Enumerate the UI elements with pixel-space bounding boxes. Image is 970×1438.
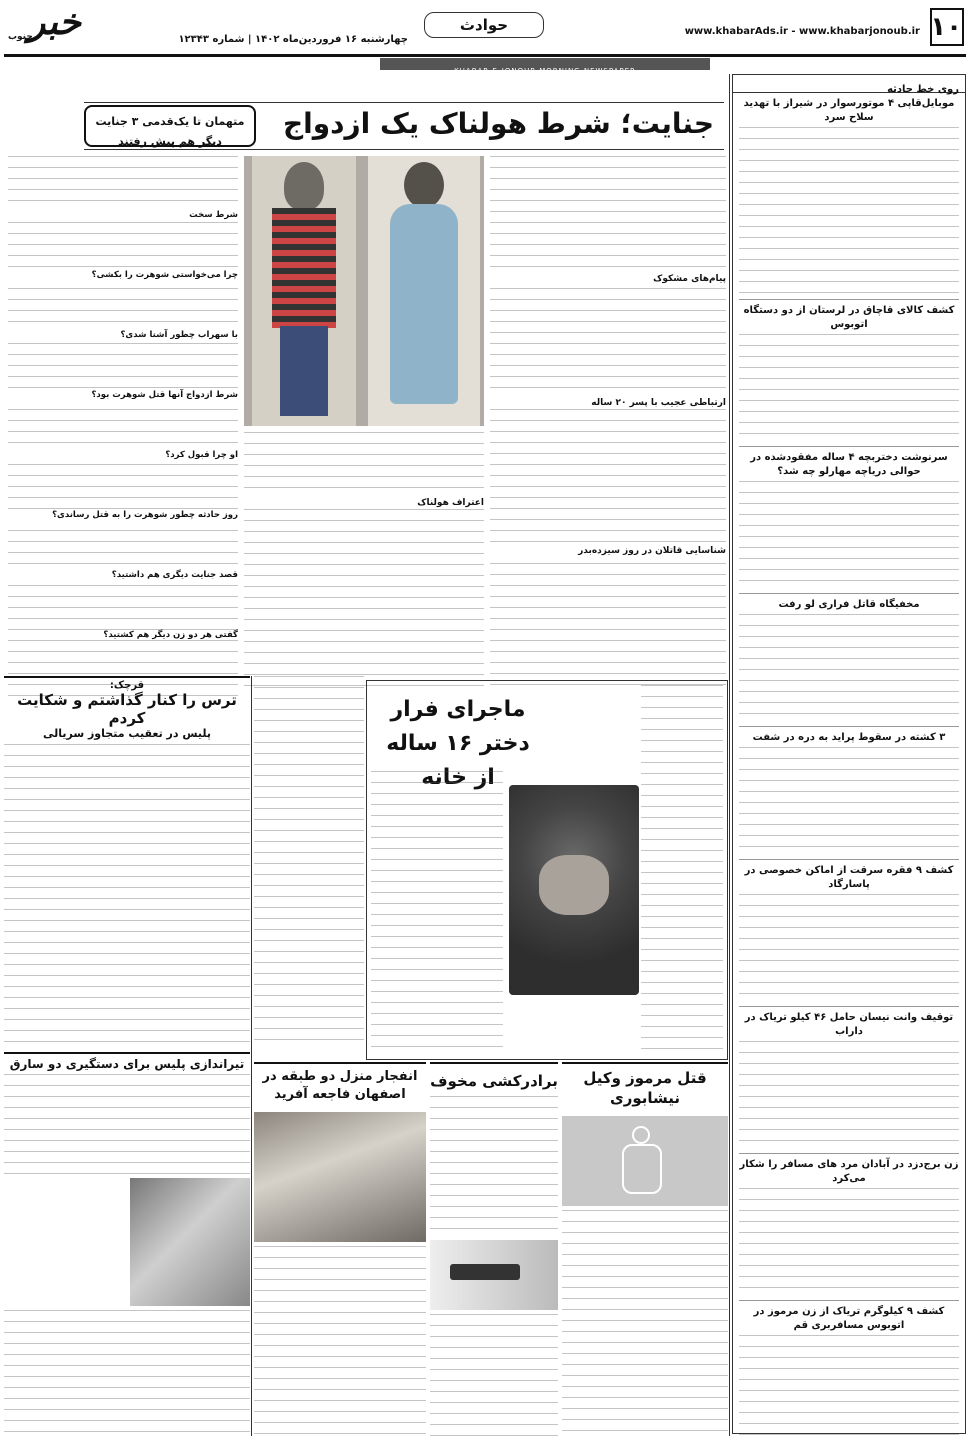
crime-scene-photo [562,1116,728,1206]
interview-question: قصد جنایت دیگری هم داشتید؟ [8,570,238,580]
sidebar-news-body [739,747,959,857]
interview-question: گفتی هر دو زن دیگر هم کشتید؟ [8,630,238,640]
brother-body [430,1096,558,1236]
main-col-1 [490,156,726,686]
subhead-killers: شناسایی قاتلان در روز سیزده‌بدر [490,546,726,556]
page-number-box [930,8,964,46]
brother-headline: برادرکشی مخوف [430,1072,558,1090]
lawyer-story [562,1062,728,1436]
tehran-body-2 [4,1310,250,1438]
tehran-headline: تیراندازی پلیس برای دستگیری دو سارق [9,1057,245,1071]
kicker-box [84,105,256,147]
tehran-body [4,1074,250,1174]
sidebar-news-title: موبایل‌قاپی ۴ موتورسوار در شیراز با تهدید سلاح سرد [743,98,955,123]
suspects-photo [244,156,484,426]
main-story [4,74,728,674]
sidebar-news-body [739,1188,959,1298]
sidebar-news-title: توقیف وانت نیسان حامل ۴۶ کیلو تریاک در داراب [744,1012,954,1037]
sidebar-news-body [739,614,959,724]
girl-story [366,680,728,1060]
handcuffs-photo [130,1178,250,1306]
gun-photo [430,1240,558,1310]
sidebar-items [733,93,965,1438]
section-name [424,12,544,38]
girl-headline: ماجرای فرار دختر ۱۶ ساله از خانه [386,697,530,790]
qarchak-sub: پلیس در تعقیب متجاوز سریالی [42,727,212,740]
subhead-confession: اعتراف هولناک [244,498,484,508]
sidebar-news-item [739,300,959,447]
qarchak-story [4,676,250,1050]
websites: www.khabarAds.ir - www.khabarjonoub.ir [684,26,920,37]
logo [4,2,94,54]
subhead-messages: پیام‌های مشکوک [490,274,726,284]
sidebar-news-title: سرنوشت دختربچه ۴ ساله مفقودشده در حوالی دریاچه مهارلو چه شد؟ [750,452,948,477]
headline-band [84,102,724,150]
logo-sub: جنوب [8,32,33,42]
lawyer-headline: قتل مرموز وکیل نیشابوری [583,1069,707,1107]
brother-story [430,1062,558,1436]
sidebar-news-item [739,727,959,860]
girl-photo [509,785,639,995]
qarchak-kicker: قرچک: [109,680,145,691]
sidebar-news-title: مخفیگاه قاتل فراری لو رفت [778,599,920,610]
section-label: حوادث [459,16,509,34]
tehran-story [4,1052,250,1434]
sidebar-news-title: زن برج‌دزد در آبادان مرد های مسافر را شکار می‌کرد [739,1159,959,1184]
main-col-2 [244,432,484,686]
logo-text: خبر [28,2,81,43]
sidebar-header [733,75,965,93]
brother-body-2 [430,1314,558,1438]
sidebar-news-body [739,1335,959,1438]
masthead [0,0,970,75]
sidebar-news-title: کشف ۹ کیلوگرم تریاک از زن مرموز در اتوبوس مسافربری قم [753,1306,945,1331]
interview-question: او چرا قبول کرد؟ [8,450,238,460]
legal-col [254,676,364,1048]
masthead-rule [4,54,966,57]
isfahan-story [254,1062,426,1436]
rule-v1 [251,676,252,1436]
qarchak-headline: ترس را کنار گذاشتم و شکایت کردم [17,691,237,727]
sidebar-header-label: روی خط حادثه [887,84,959,95]
suspect-woman-photo [368,156,480,426]
sidebar-news-body [739,334,959,444]
date-issue: چهارشنبه ۱۶ فروردین‌ماه ۱۴۰۲ | شماره ۱۲۳۴۳ [178,34,408,45]
suspect-man-photo [252,156,356,426]
sidebar-news-body [739,894,959,1004]
interview-question: چرا می‌خواستی شوهرت را بکشی؟ [8,270,238,280]
sidebar [732,74,966,1434]
sidebar-news-body [739,1041,959,1151]
qarchak-body [4,744,250,1044]
sidebar-news-item [739,860,959,1007]
sidebar-news-item [739,93,959,300]
main-col-3 [8,156,238,696]
interview-question: شرط ازدواج آنها قتل شوهرت بود؟ [8,390,238,400]
sidebar-news-title: کشف ۹ فقره سرقت از اماکن خصوصی در پاسارگاد [744,865,954,890]
sidebar-news-item [739,1301,959,1438]
sidebar-news-item [739,1007,959,1154]
interview-question: با سهراب چطور آشنا شدی؟ [8,330,238,340]
rule-v2 [729,74,730,1436]
subhead-connection: ارتباطی عجیب با پسر ۲۰ ساله [490,398,726,408]
isfahan-body [254,1246,426,1436]
sidebar-news-title: کشف کالای قاچاق در لرستان از دو دستگاه اتوبوس [743,305,955,330]
interview-question: روز حادثه چطور شوهرت را به قتل رساندی؟ [8,510,238,520]
girl-body-right [641,685,723,1055]
explosion-photo [254,1112,426,1242]
lawyer-body [562,1210,728,1438]
kicker: متهمان تا یک‌قدمی ۳ جنایت دیگر هم پیش رفتند [95,115,245,148]
sidebar-news-body [739,481,959,591]
isfahan-headline: انفجار منزل دو طبقه در اصفهان فاجعه آفرید [262,1069,418,1102]
interview-question: شرط سخت [8,210,238,220]
subtitle: KHABAR-E-JONOUB MORNING NEWSPAPER [454,67,636,75]
headline: جنایت؛ شرط هولناک یک ازدواج [282,107,714,140]
subtitle-band [380,58,710,75]
sidebar-news-item [739,447,959,594]
sidebar-news-item [739,1154,959,1301]
girl-body-left [371,771,503,1055]
page-number: ۱۰ [930,12,962,42]
sidebar-news-body [739,127,959,297]
sidebar-news-title: ۳ کشته در سقوط پراید به دره در شفت [752,732,946,743]
sidebar-news-item [739,594,959,727]
